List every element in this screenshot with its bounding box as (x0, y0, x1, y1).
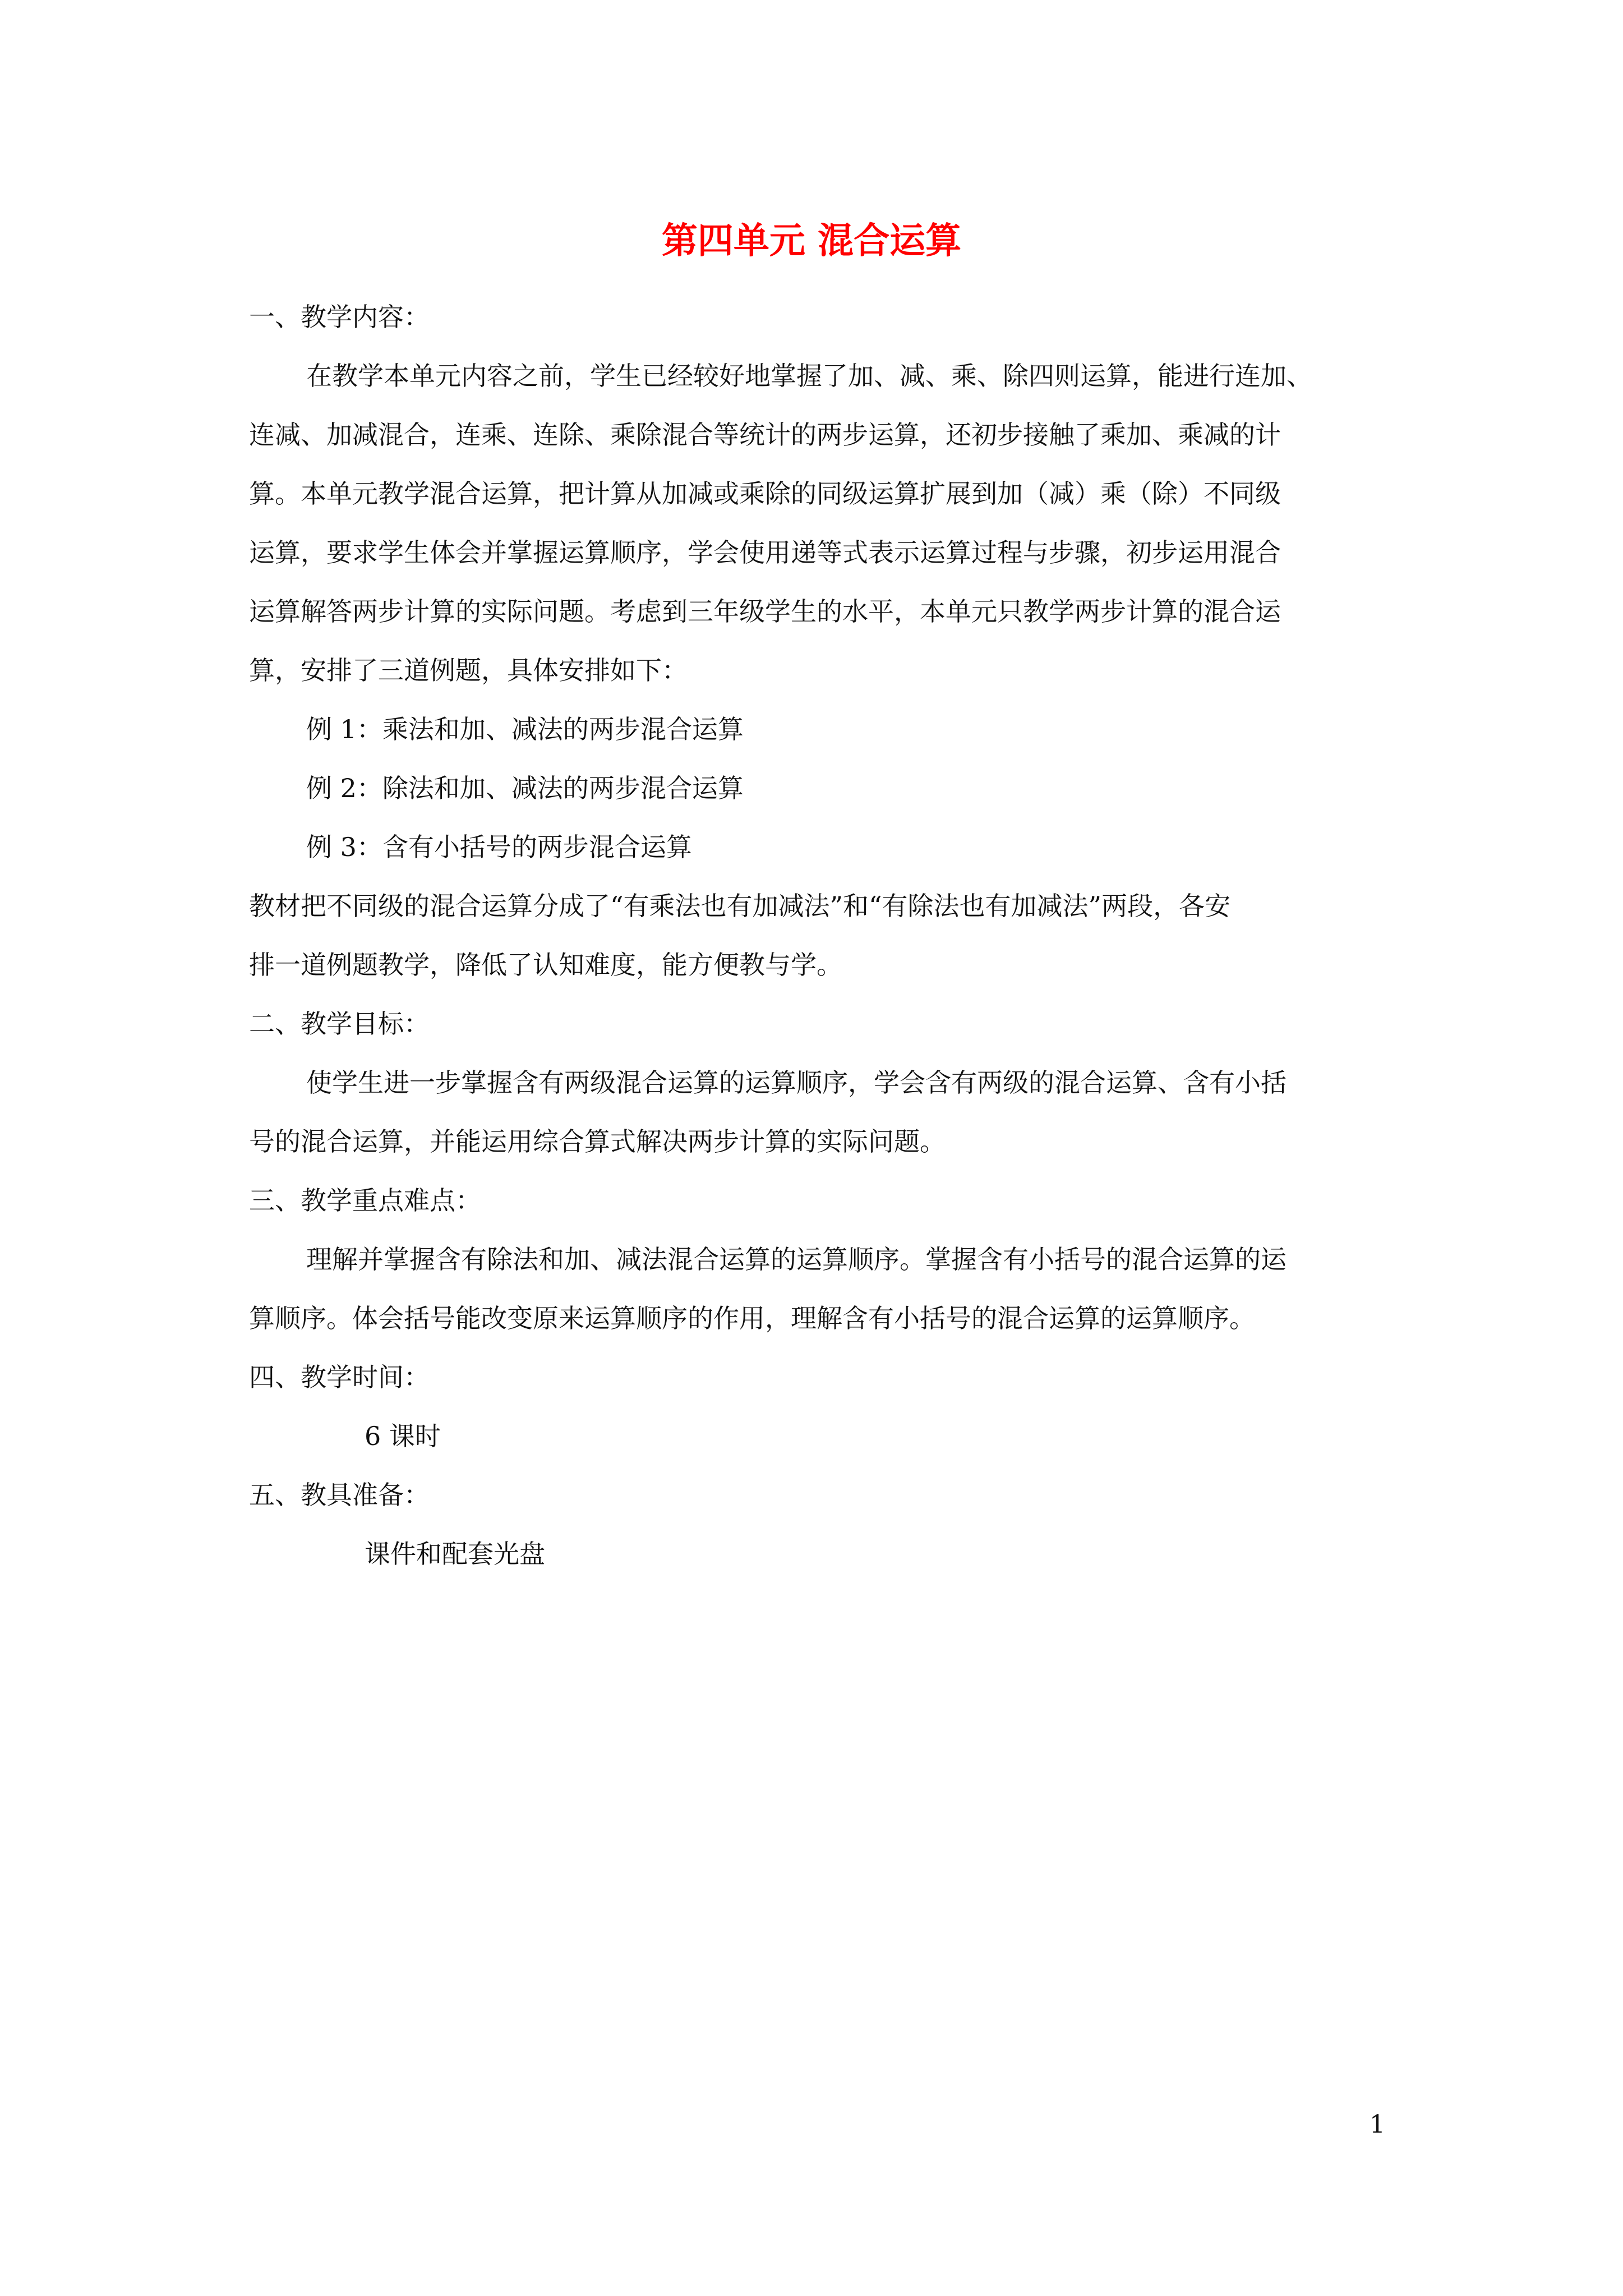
teaching-tools-value: 课件和配套光盘 (365, 1539, 545, 1569)
paragraph-line: 算顺序。体会括号能改变原来运算顺序的作用，理解含有小括号的混合运算的运算顺序。 (249, 1303, 1255, 1333)
paragraph-line: 理解并掌握含有除法和加、减法混合运算的运算顺序。掌握含有小括号的混合运算的运 (306, 1244, 1287, 1274)
section-heading-tools: 五、教具准备： (249, 1480, 430, 1510)
teaching-time-value: 6 课时 (365, 1421, 441, 1451)
section-heading-goals: 二、教学目标： (249, 1009, 430, 1039)
example-item: 例 1：乘法和加、减法的两步混合运算 (306, 714, 744, 744)
paragraph-line: 运算，要求学生体会并掌握运算顺序，学会使用递等式表示运算过程与步骤，初步运用混合 (249, 537, 1281, 568)
page-number: 1 (1370, 2110, 1385, 2139)
section-heading-time: 四、教学时间： (249, 1362, 430, 1392)
example-item: 例 2：除法和加、减法的两步混合运算 (306, 773, 744, 803)
paragraph-line: 算，安排了三道例题，具体安排如下： (249, 655, 688, 685)
paragraph-line: 在教学本单元内容之前，学生已经较好地掌握了加、减、乘、除四则运算，能进行连加、 (306, 361, 1312, 391)
paragraph-line: 使学生进一步掌握含有两级混合运算的运算顺序，学会含有两级的混合运算、含有小括 (306, 1068, 1287, 1098)
paragraph-line: 算。本单元教学混合运算，把计算从加减或乘除的同级运算扩展到加（减）乘（除）不同级 (249, 478, 1281, 509)
example-item: 例 3：含有小括号的两步混合运算 (306, 832, 692, 862)
paragraph-line: 运算解答两步计算的实际问题。考虑到三年级学生的水平，本单元只教学两步计算的混合运 (249, 596, 1281, 627)
paragraph-line: 排一道例题教学，降低了认知难度，能方便教与学。 (249, 950, 842, 980)
section-heading-key-points: 三、教学重点难点： (249, 1185, 481, 1216)
section-heading-content: 一、教学内容： (249, 302, 430, 332)
paragraph-line: 教材把不同级的混合运算分成了“有乘法也有加减法”和“有除法也有加减法”两段，各安 (249, 891, 1231, 921)
document-title: 第四单元 混合运算 (661, 220, 962, 262)
paragraph-line: 连减、加减混合，连乘、连除、乘除混合等统计的两步运算，还初步接触了乘加、乘减的计 (249, 420, 1281, 450)
paragraph-line: 号的混合运算，并能运用综合算式解决两步计算的实际问题。 (249, 1126, 946, 1157)
